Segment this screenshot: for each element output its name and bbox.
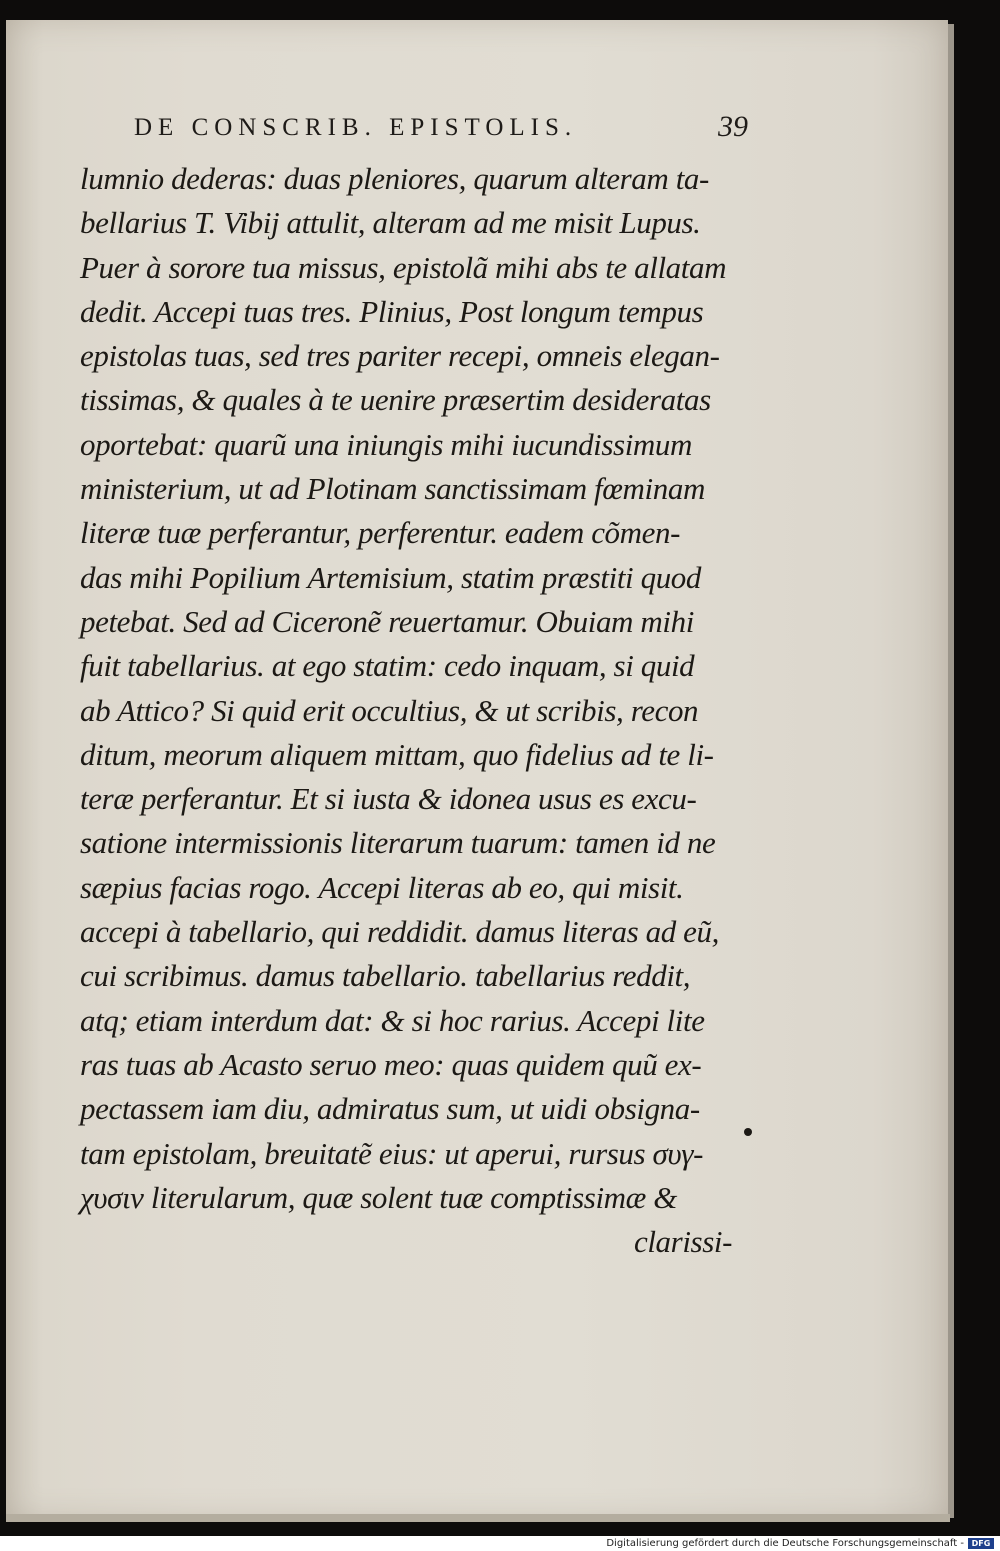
dfg-logo-icon: DFG	[968, 1538, 994, 1549]
text-line: ab Attico? Si quid erit occultius, & ut scribis, recon	[80, 692, 699, 728]
ink-mark	[744, 1128, 752, 1136]
text-line: ras tuas ab Acasto seruo meo: quas quidem quũ ex-	[80, 1046, 702, 1082]
text-line: sæpius facias rogo. Accepi literas ab eo, qui misit.	[80, 869, 684, 905]
catchword: clarissi-	[633, 1224, 732, 1260]
text-line: ministerium, ut ad Plotinam sanctissimam fœminam	[80, 471, 705, 507]
funding-credit: Digitalisierung gefördert durch die Deutsche Forschungsgemeinschaft -	[606, 1538, 964, 1549]
text-line: bellarius T. Vibij attulit, alteram ad me misit Lupus.	[80, 205, 701, 241]
page-number: 39	[718, 110, 748, 143]
body-text	[80, 157, 760, 1264]
text-line: literæ tuæ perferantur, perferentur. eadem cõmen-	[80, 515, 681, 551]
page-bottom-edge	[6, 1514, 950, 1522]
text-line: oportebat: quarũ una iniungis mihi iucundissimum	[80, 426, 693, 462]
text-line: teræ perferantur. Et si iusta & idonea usus es excu-	[80, 781, 697, 817]
footer-bar	[0, 1536, 1000, 1551]
text-line: Puer à sorore tua missus, epistolã mihi abs te allatam	[80, 249, 727, 285]
text-line: epistolas tuas, sed tres pariter recepi, omneis elegan-	[80, 338, 720, 374]
text-line: satione intermissionis literarum tuarum: tamen id ne	[80, 825, 716, 861]
running-head: DE CONSCRIB. EPISTOLIS.	[134, 114, 578, 141]
page-edge	[948, 24, 954, 1518]
text-line: tissimas, & quales à te uenire præsertim desideratas	[80, 382, 711, 418]
text-line: ditum, meorum aliquem mittam, quo fidelius ad te li-	[80, 736, 714, 772]
text-line: accepi à tabellario, qui reddidit. damus literas ad eũ,	[80, 914, 719, 950]
text-line: dedit. Accepi tuas tres. Plinius, Post longum tempus	[80, 293, 704, 329]
text-line: das mihi Popilium Artemisium, statim præstiti quod	[80, 559, 702, 595]
text-line: χυσιν literularum, quæ solent tuæ comptissimæ &	[80, 1179, 678, 1215]
text-line: pectassem iam diu, admiratus sum, ut uidi obsigna-	[80, 1091, 700, 1127]
text-line: cui scribimus. damus tabellario. tabellarius reddit,	[80, 958, 691, 994]
text-line: atq; etiam interdum dat: & si hoc rarius. Accepi lite	[80, 1002, 705, 1038]
text-line: fuit tabellarius. at ego statim: cedo inquam, si quid	[80, 648, 695, 684]
text-line: petebat. Sed ad Ciceronẽ reuertamur. Obuiam mihi	[80, 603, 694, 639]
text-line: tam epistolam, breuitatẽ eius: ut aperui, rursus συγ-	[80, 1135, 703, 1171]
text-line: lumnio dederas: duas pleniores, quarum alteram ta-	[80, 161, 709, 196]
